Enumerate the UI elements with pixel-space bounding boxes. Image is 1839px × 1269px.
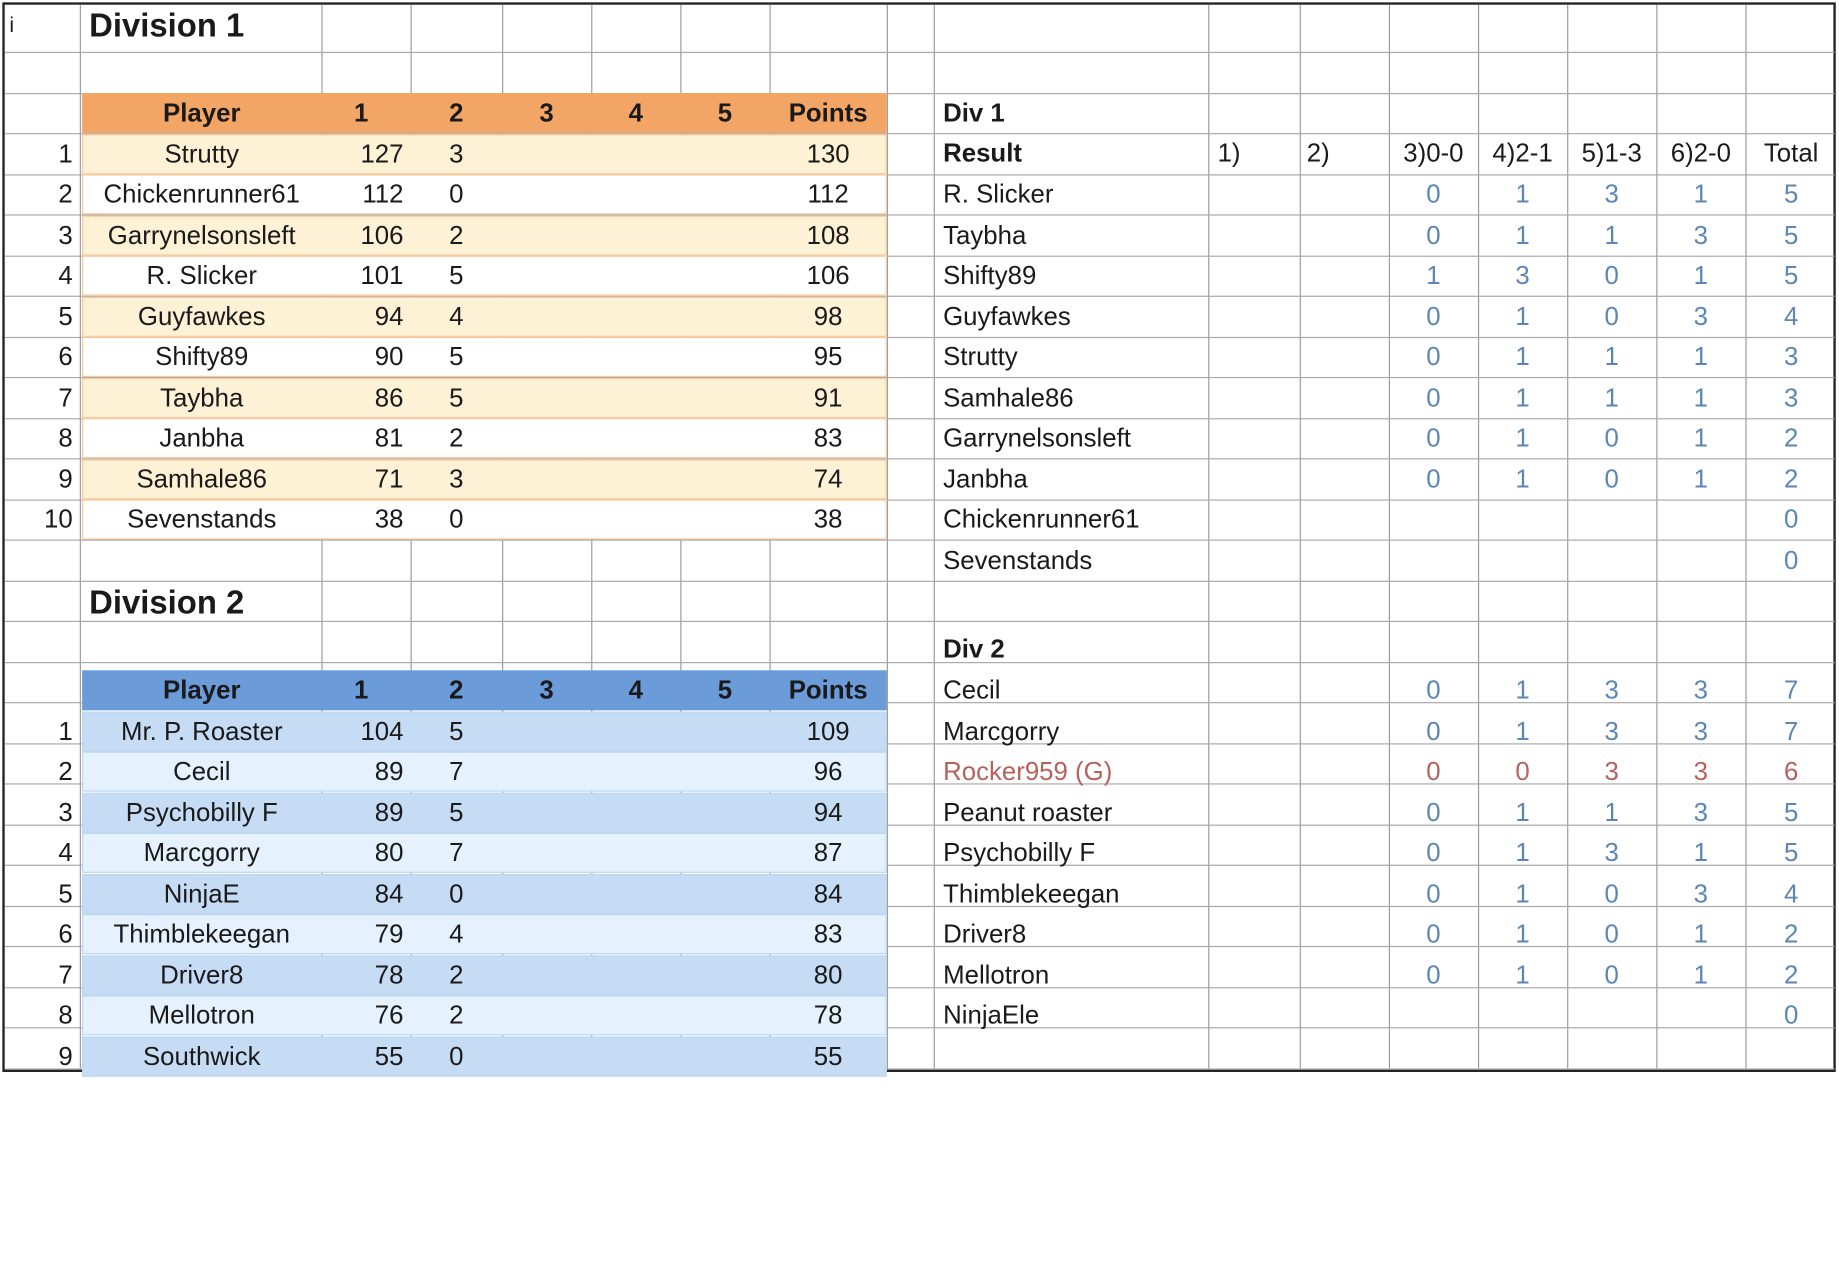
result-score: 0 xyxy=(1426,960,1441,990)
result-total: 0 xyxy=(1783,504,1799,534)
points-total: 78 xyxy=(813,1000,843,1030)
round-1-score: 106 xyxy=(360,220,404,250)
result-score: 0 xyxy=(1426,382,1441,413)
points-total: 98 xyxy=(813,301,843,332)
rank-number: 7 xyxy=(58,960,73,990)
result-total: 2 xyxy=(1783,464,1799,494)
grid-column-line xyxy=(934,5,935,1070)
result-score: 3 xyxy=(1693,301,1709,332)
result-total: 5 xyxy=(1783,220,1799,250)
player-name: NinjaE xyxy=(163,878,240,909)
division-1-title: Division 1 xyxy=(89,7,245,44)
grid-row-line xyxy=(5,621,1835,622)
round-1-score: 38 xyxy=(374,504,404,534)
div2-column-header: Points xyxy=(788,674,868,705)
result-score: 0 xyxy=(1426,756,1441,786)
round-1-score: 80 xyxy=(374,837,404,868)
result-score: 1 xyxy=(1693,464,1709,494)
rank-number: 4 xyxy=(58,837,73,868)
player-name: Chickenrunner61 xyxy=(103,179,301,209)
result-score: 1 xyxy=(1515,464,1530,494)
rank-number: 3 xyxy=(58,220,73,250)
div1-column-header: 2 xyxy=(449,97,464,128)
round-2-score: 7 xyxy=(449,837,464,868)
points-total: 96 xyxy=(813,756,843,786)
corner-mark: i xyxy=(9,12,15,37)
result-player-name: Garrynelsonsleft xyxy=(943,422,1131,453)
result-score: 0 xyxy=(1426,179,1441,209)
points-total: 108 xyxy=(806,220,850,250)
player-name: Driver8 xyxy=(160,960,244,990)
results-column-header: 5)1-3 xyxy=(1581,137,1642,168)
round-2-score: 5 xyxy=(449,382,464,413)
result-score: 1 xyxy=(1693,179,1709,209)
round-2-score: 2 xyxy=(449,960,464,990)
result-total: 6 xyxy=(1783,756,1799,786)
points-total: 106 xyxy=(806,260,850,290)
points-total: 84 xyxy=(813,878,843,909)
result-player-name: Psychobilly F xyxy=(943,837,1096,868)
result-total: 5 xyxy=(1783,179,1799,209)
result-score: 1 xyxy=(1515,422,1530,453)
result-score xyxy=(1478,499,1567,539)
result-total: 7 xyxy=(1783,674,1799,705)
result-score: 3 xyxy=(1693,716,1709,746)
results-column-header: Total xyxy=(1763,137,1819,168)
result-total: 3 xyxy=(1783,341,1799,372)
div2-column-header: 1 xyxy=(353,674,369,705)
rank-number: 6 xyxy=(58,341,73,372)
result-score: 1 xyxy=(1515,918,1530,949)
result-score: 3 xyxy=(1693,797,1709,827)
result-score: 3 xyxy=(1604,179,1619,209)
result-score: 3 xyxy=(1693,756,1709,786)
rank-number: 8 xyxy=(58,422,73,453)
round-2-score: 5 xyxy=(449,260,464,290)
round-1-score: 104 xyxy=(360,716,404,746)
division-2-title: Division 2 xyxy=(89,584,245,621)
points-total: 38 xyxy=(813,504,843,534)
round-2-score: 5 xyxy=(449,797,464,827)
player-name: Thimblekeegan xyxy=(113,918,290,949)
result-score: 3 xyxy=(1693,674,1709,705)
result-player-name: Thimblekeegan xyxy=(943,878,1120,909)
result-score: 0 xyxy=(1604,260,1619,290)
result-score: 1 xyxy=(1604,797,1619,827)
rank-number: 2 xyxy=(58,756,73,786)
points-total: 130 xyxy=(806,139,850,169)
player-name: R. Slicker xyxy=(146,260,257,290)
result-total: 2 xyxy=(1783,918,1799,949)
div2-column-header: 2 xyxy=(449,674,464,705)
div2-column-header: 3 xyxy=(539,674,554,705)
result-score: 1 xyxy=(1426,260,1441,290)
result-score: 3 xyxy=(1693,878,1709,909)
player-name: Cecil xyxy=(173,756,231,786)
result-score: 1 xyxy=(1515,674,1530,705)
rank-number: 7 xyxy=(58,382,73,413)
results-column-header: 2) xyxy=(1306,137,1330,168)
result-score: 0 xyxy=(1426,716,1441,746)
div1-column-header: Player xyxy=(163,97,241,128)
result-score: 1 xyxy=(1515,382,1530,413)
result-score: 0 xyxy=(1515,756,1530,786)
result-score: 1 xyxy=(1604,382,1619,413)
div1-column-header: Points xyxy=(788,97,868,128)
result-score: 1 xyxy=(1515,716,1530,746)
round-2-score: 5 xyxy=(449,716,464,746)
points-total: 83 xyxy=(813,918,843,949)
result-score xyxy=(1656,541,1745,581)
result-score: 0 xyxy=(1426,341,1441,372)
rank-number: 10 xyxy=(44,504,73,534)
result-score: 1 xyxy=(1515,179,1530,209)
result-score: 1 xyxy=(1515,960,1530,990)
result-score: 0 xyxy=(1426,674,1441,705)
div2-column-header: Player xyxy=(163,674,241,705)
result-total: 5 xyxy=(1783,797,1799,827)
result-score xyxy=(1567,541,1656,581)
result-total: 7 xyxy=(1783,716,1799,746)
round-2-score: 0 xyxy=(449,179,464,209)
player-name: Mellotron xyxy=(148,1000,255,1030)
result-score: 1 xyxy=(1693,341,1709,372)
result-score: 0 xyxy=(1426,220,1441,250)
result-score: 1 xyxy=(1693,837,1709,868)
round-1-score: 89 xyxy=(374,797,404,827)
result-score xyxy=(1567,995,1656,1035)
round-2-score: 4 xyxy=(449,301,464,332)
result-score: 3 xyxy=(1515,260,1530,290)
result-player-name: NinjaEle xyxy=(943,1000,1040,1030)
result-player-name: Chickenrunner61 xyxy=(943,504,1140,534)
player-name: Shifty89 xyxy=(155,341,249,372)
round-2-score: 7 xyxy=(449,756,464,786)
result-score: 1 xyxy=(1693,960,1709,990)
rank-number: 9 xyxy=(58,464,73,494)
result-player-name: Taybha xyxy=(943,220,1027,250)
round-2-score: 4 xyxy=(449,918,464,949)
round-2-score: 5 xyxy=(449,341,464,372)
result-score: 1 xyxy=(1515,837,1530,868)
round-1-score: 112 xyxy=(362,179,404,209)
points-total: 55 xyxy=(813,1041,843,1071)
round-1-score: 81 xyxy=(374,422,404,453)
round-1-score: 86 xyxy=(374,382,404,413)
round-2-score: 2 xyxy=(449,220,464,250)
round-2-score: 3 xyxy=(449,464,464,494)
result-score: 3 xyxy=(1604,674,1619,705)
result-score: 0 xyxy=(1426,797,1441,827)
result-score: 1 xyxy=(1693,260,1709,290)
result-player-name: Guyfawkes xyxy=(943,301,1071,332)
round-1-score: 76 xyxy=(374,1000,404,1030)
rank-number: 2 xyxy=(58,179,73,209)
result-total: 0 xyxy=(1783,545,1799,575)
points-total: 74 xyxy=(813,464,843,494)
results-column-header: 1) xyxy=(1217,137,1241,168)
result-score: 1 xyxy=(1515,878,1530,909)
result-score: 1 xyxy=(1693,382,1709,413)
result-score: 1 xyxy=(1604,341,1619,372)
rank-number: 6 xyxy=(58,918,73,949)
grid-row-line xyxy=(5,662,1835,663)
result-player-name: Driver8 xyxy=(943,918,1027,949)
result-player-name: Mellotron xyxy=(943,960,1050,990)
rank-number: 9 xyxy=(58,1041,73,1071)
result-player-name: R. Slicker xyxy=(943,179,1054,209)
result-score: 0 xyxy=(1426,878,1441,909)
result-total: 3 xyxy=(1783,382,1799,413)
rank-number: 1 xyxy=(58,716,73,746)
result-score xyxy=(1478,995,1567,1035)
points-total: 80 xyxy=(813,960,843,990)
result-score: 0 xyxy=(1426,301,1441,332)
result-total: 4 xyxy=(1783,878,1799,909)
result-total: 4 xyxy=(1783,301,1799,332)
result-total: 5 xyxy=(1783,837,1799,868)
result-score: 0 xyxy=(1604,918,1619,949)
result-score xyxy=(1656,995,1745,1035)
result-score xyxy=(1656,499,1745,539)
result-score: 0 xyxy=(1426,918,1441,949)
result-score xyxy=(1478,541,1567,581)
result-score: 1 xyxy=(1515,797,1530,827)
result-player-name: Strutty xyxy=(943,341,1018,372)
div1-column-header: 4 xyxy=(628,97,643,128)
results-column-header: 6)2-0 xyxy=(1670,137,1731,168)
round-1-score: 127 xyxy=(360,139,404,169)
player-name: Psychobilly F xyxy=(125,797,278,827)
grid-column-line xyxy=(887,5,888,1070)
points-total: 94 xyxy=(813,797,843,827)
player-name: Sevenstands xyxy=(127,504,277,534)
round-2-score: 3 xyxy=(449,139,464,169)
result-score xyxy=(1389,541,1478,581)
round-1-score: 79 xyxy=(374,918,404,949)
result-score xyxy=(1567,499,1656,539)
rank-number: 5 xyxy=(58,301,73,332)
result-player-name: Rocker959 (G) xyxy=(943,756,1113,786)
result-player-name: Marcgorry xyxy=(943,716,1060,746)
result-score: 1 xyxy=(1693,918,1709,949)
result-player-name: Samhale86 xyxy=(943,382,1074,413)
player-name: Mr. P. Roaster xyxy=(120,716,283,746)
div1-column-header: 3 xyxy=(539,97,554,128)
div1-column-header: 5 xyxy=(717,97,733,128)
results-column-header: Result xyxy=(943,137,1022,168)
div-1-results-title: Div 1 xyxy=(943,97,1005,128)
grid-row-line xyxy=(5,52,1835,53)
round-1-score: 89 xyxy=(374,756,404,786)
result-score: 1 xyxy=(1693,422,1709,453)
result-player-name: Janbha xyxy=(943,464,1028,494)
result-total: 5 xyxy=(1783,260,1799,290)
grid-column-line xyxy=(1208,5,1209,1070)
result-score: 3 xyxy=(1604,837,1619,868)
round-1-score: 78 xyxy=(374,960,404,990)
points-total: 91 xyxy=(813,382,843,413)
div1-column-header: 1 xyxy=(353,97,369,128)
rank-number: 8 xyxy=(58,1000,73,1030)
result-score xyxy=(1389,499,1478,539)
results-column-header: 4)2-1 xyxy=(1492,137,1553,168)
player-name: Garrynelsonsleft xyxy=(107,220,296,250)
round-1-score: 90 xyxy=(374,341,404,372)
result-score: 0 xyxy=(1426,464,1441,494)
round-1-score: 71 xyxy=(374,464,404,494)
rank-number: 3 xyxy=(58,797,73,827)
round-2-score: 2 xyxy=(449,422,464,453)
div2-column-header: 5 xyxy=(717,674,733,705)
result-score: 0 xyxy=(1604,464,1619,494)
player-name: Southwick xyxy=(142,1041,261,1071)
result-score: 0 xyxy=(1604,878,1619,909)
result-score: 1 xyxy=(1515,301,1530,332)
result-score: 3 xyxy=(1604,716,1619,746)
result-score: 3 xyxy=(1693,220,1709,250)
player-name: Strutty xyxy=(164,139,240,169)
result-score: 0 xyxy=(1604,301,1619,332)
result-score: 0 xyxy=(1426,422,1441,453)
results-column-header: 3)0-0 xyxy=(1403,137,1464,168)
result-score: 0 xyxy=(1604,422,1619,453)
round-1-score: 55 xyxy=(374,1041,404,1071)
result-total: 2 xyxy=(1783,960,1799,990)
round-2-score: 2 xyxy=(449,1000,464,1030)
result-total: 2 xyxy=(1783,422,1799,453)
round-2-score: 0 xyxy=(449,1041,464,1071)
player-name: Marcgorry xyxy=(143,837,260,868)
result-player-name: Shifty89 xyxy=(943,260,1037,290)
points-total: 109 xyxy=(806,716,850,746)
player-name: Janbha xyxy=(159,422,245,453)
points-total: 95 xyxy=(813,341,843,372)
result-player-name: Sevenstands xyxy=(943,545,1093,575)
points-total: 87 xyxy=(813,837,843,868)
result-score: 0 xyxy=(1604,960,1619,990)
round-2-score: 0 xyxy=(449,878,464,909)
div-2-results-title: Div 2 xyxy=(943,633,1005,664)
result-player-name: Cecil xyxy=(943,674,1001,705)
round-1-score: 101 xyxy=(360,260,404,290)
player-name: Samhale86 xyxy=(136,464,268,494)
round-2-score: 0 xyxy=(449,504,464,534)
round-1-score: 94 xyxy=(374,301,404,332)
rank-number: 5 xyxy=(58,878,73,909)
player-name: Guyfawkes xyxy=(137,301,266,332)
points-total: 112 xyxy=(807,179,849,209)
result-score xyxy=(1389,995,1478,1035)
player-name: Taybha xyxy=(160,382,244,413)
result-score: 1 xyxy=(1515,341,1530,372)
rank-number: 1 xyxy=(58,139,73,169)
result-score: 0 xyxy=(1426,837,1441,868)
points-total: 83 xyxy=(813,422,843,453)
div2-column-header: 4 xyxy=(628,674,643,705)
round-1-score: 84 xyxy=(374,878,404,909)
grid-row-line xyxy=(5,581,1835,582)
result-player-name: Peanut roaster xyxy=(943,797,1113,827)
result-score: 3 xyxy=(1604,756,1619,786)
rank-number: 4 xyxy=(58,260,73,290)
result-score: 1 xyxy=(1604,220,1619,250)
grid-column-line xyxy=(80,5,81,1070)
result-score: 1 xyxy=(1515,220,1530,250)
result-total: 0 xyxy=(1783,1000,1799,1030)
